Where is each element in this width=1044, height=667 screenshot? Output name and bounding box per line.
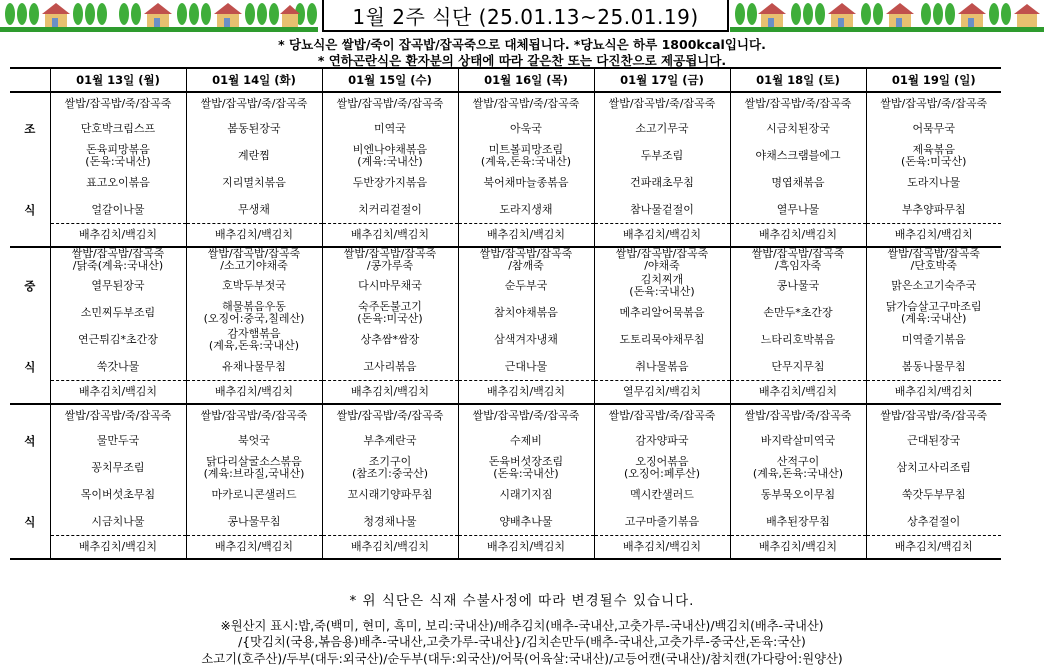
menu-cell: 쌀밥/잡곡밥/죽/잡곡죽 bbox=[730, 404, 866, 427]
dinner-row bbox=[10, 536, 1001, 560]
dish-name: 쌀밥/잡곡밥/잡곡죽 bbox=[751, 247, 845, 260]
menu-cell: 꼬시래기양파무침 bbox=[322, 481, 458, 508]
menu-cell: 배추김치/백김치 bbox=[730, 536, 866, 560]
dish-origin: (계육:국내산) bbox=[901, 311, 967, 325]
dish-origin: (계육:국내산) bbox=[357, 154, 423, 168]
menu-cell: 근대나물 bbox=[458, 353, 594, 381]
menu-cell: 목이버섯초무침 bbox=[50, 481, 186, 508]
page-title: 1월 2주 식단 (25.01.13~25.01.19) bbox=[322, 0, 729, 32]
menu-cell: 배추김치/백김치 bbox=[322, 224, 458, 248]
menu-cell: 콩나물국 bbox=[730, 272, 866, 299]
weekly-menu-table bbox=[10, 67, 1001, 560]
dish-origin: /흑임자죽 bbox=[774, 259, 822, 272]
menu-cell: 야채스크램블에그 bbox=[730, 142, 866, 169]
header-banner bbox=[0, 0, 1044, 34]
dish-name: 쌀밥/잡곡밥/잡곡죽 bbox=[71, 247, 165, 260]
menu-cell: 배추김치/백김치 bbox=[458, 381, 594, 405]
dinner-row bbox=[10, 481, 1001, 508]
menu-cell: 물만두국 bbox=[50, 427, 186, 454]
menu-cell: 배추김치/백김치 bbox=[50, 381, 186, 405]
meal-label-spacer bbox=[10, 247, 50, 272]
dish-name: 산적구이 bbox=[776, 454, 820, 468]
menu-cell: 시금치나물 bbox=[50, 508, 186, 536]
dish-origin: (돈육:국내산) bbox=[493, 466, 559, 480]
menu-cell: 배추김치/백김치 bbox=[186, 381, 322, 405]
menu-cell: 상추겉절이 bbox=[866, 508, 1001, 536]
menu-cell: 부추계란국 bbox=[322, 427, 458, 454]
menu-cell bbox=[730, 454, 866, 481]
menu-cell: 청경채나물 bbox=[322, 508, 458, 536]
breakfast-row bbox=[10, 224, 1001, 248]
menu-cell: 배추김치/백김치 bbox=[866, 381, 1001, 405]
dish-name: 돈육피망볶음 bbox=[86, 142, 150, 156]
menu-cell: 배추김치/백김치 bbox=[186, 536, 322, 560]
dish-name: 닭가슴살고구마조림 bbox=[885, 299, 982, 313]
village-left-svg bbox=[0, 0, 318, 32]
village-right-svg bbox=[730, 0, 1044, 32]
dish-origin: (계육,돈육:국내산) bbox=[752, 466, 844, 480]
menu-cell: 배추김치/백김치 bbox=[186, 224, 322, 248]
menu-cell bbox=[186, 299, 322, 326]
menu-cell: 배추김치/백김치 bbox=[50, 536, 186, 560]
meal-label-bottom: 식 bbox=[24, 359, 36, 374]
menu-cell bbox=[594, 272, 730, 299]
menu-cell: 손만두*초간장 bbox=[730, 299, 866, 326]
menu-cell: 지리멸치볶음 bbox=[186, 169, 322, 196]
breakfast-row bbox=[10, 142, 1001, 169]
menu-cell: 쌀밥/잡곡밥/죽/잡곡죽 bbox=[186, 92, 322, 115]
lunch-row bbox=[10, 381, 1001, 405]
dish-name: 쌀밥/잡곡밥/잡곡죽 bbox=[615, 247, 709, 260]
menu-cell: 열무나물 bbox=[730, 196, 866, 224]
menu-cell: 단무지무침 bbox=[730, 353, 866, 381]
meal-label-spacer bbox=[10, 142, 50, 169]
dish-origin: (돈육:미국산) bbox=[357, 311, 423, 325]
meal-label-spacer bbox=[10, 454, 50, 481]
menu-cell: 감자양파국 bbox=[594, 427, 730, 454]
menu-cell: 참치야채볶음 bbox=[458, 299, 594, 326]
menu-cell: 연근튀김*초간장 bbox=[50, 326, 186, 353]
day-header: 01월 15일 (수) bbox=[322, 68, 458, 92]
menu-cell: 콩나물무침 bbox=[186, 508, 322, 536]
menu-cell: 배추김치/백김치 bbox=[50, 224, 186, 248]
menu-cell: 두부조림 bbox=[594, 142, 730, 169]
dinner-row bbox=[10, 427, 1001, 454]
menu-cell: 단호박크림스프 bbox=[50, 115, 186, 142]
meal-label-bottom: 식 bbox=[24, 202, 36, 217]
menu-cell bbox=[50, 247, 186, 272]
meal-label-top: 석 bbox=[24, 433, 36, 448]
menu-cell: 건파래초무침 bbox=[594, 169, 730, 196]
menu-cell bbox=[186, 326, 322, 353]
menu-cell: 삼색겨자냉채 bbox=[458, 326, 594, 353]
menu-cell: 배추김치/백김치 bbox=[458, 536, 594, 560]
menu-cell: 쌀밥/잡곡밥/죽/잡곡죽 bbox=[594, 404, 730, 427]
menu-cell: 명엽채볶음 bbox=[730, 169, 866, 196]
breakfast-row bbox=[10, 115, 1001, 142]
menu-cell bbox=[594, 454, 730, 481]
dish-origin: /단호박죽 bbox=[910, 259, 957, 272]
menu-cell: 봄동된장국 bbox=[186, 115, 322, 142]
menu-cell: 근대된장국 bbox=[866, 427, 1001, 454]
menu-cell: 미역국 bbox=[322, 115, 458, 142]
dish-origin: (참조기:중국산) bbox=[351, 466, 429, 480]
menu-cell: 쌀밥/잡곡밥/죽/잡곡죽 bbox=[186, 404, 322, 427]
meal-label-top: 조 bbox=[24, 121, 36, 136]
menu-cell: 아욱국 bbox=[458, 115, 594, 142]
menu-cell: 시금치된장국 bbox=[730, 115, 866, 142]
lunch-row bbox=[10, 326, 1001, 353]
menu-cell: 시래기지짐 bbox=[458, 481, 594, 508]
menu-cell: 배추김치/백김치 bbox=[322, 381, 458, 405]
breakfast-row bbox=[10, 92, 1001, 115]
menu-cell: 쌀밥/잡곡밥/죽/잡곡죽 bbox=[458, 404, 594, 427]
menu-cell: 쌀밥/잡곡밥/죽/잡곡죽 bbox=[594, 92, 730, 115]
menu-cell: 배추김치/백김치 bbox=[866, 536, 1001, 560]
menu-cell bbox=[322, 299, 458, 326]
menu-cell: 쌀밥/잡곡밥/죽/잡곡죽 bbox=[50, 92, 186, 115]
menu-cell: 맑은소고기숙주국 bbox=[866, 272, 1001, 299]
dish-origin: (계육,돈육:국내산) bbox=[208, 338, 300, 352]
dish-origin: /야채죽 bbox=[644, 259, 680, 272]
menu-cell: 쌀밥/잡곡밥/죽/잡곡죽 bbox=[730, 92, 866, 115]
meal-label-spacer bbox=[10, 381, 50, 405]
dish-name: 닭다리살굴소스볶음 bbox=[206, 454, 302, 468]
menu-cell: 표고오이볶음 bbox=[50, 169, 186, 196]
menu-cell: 삼치고사리조림 bbox=[866, 454, 1001, 481]
breakfast-row bbox=[10, 169, 1001, 196]
dish-origin: (오징어:페루산) bbox=[623, 466, 701, 480]
menu-cell: 북엇국 bbox=[186, 427, 322, 454]
meal-label-spacer bbox=[10, 169, 50, 196]
dinner-row bbox=[10, 404, 1001, 427]
dinner-row bbox=[10, 454, 1001, 481]
day-header-row bbox=[10, 68, 1001, 92]
dinner-row bbox=[10, 508, 1001, 536]
day-header: 01월 19일 (일) bbox=[866, 68, 1001, 92]
menu-cell: 메추리알어묵볶음 bbox=[594, 299, 730, 326]
menu-cell: 호박두부젓국 bbox=[186, 272, 322, 299]
menu-cell: 도토리묵야채무침 bbox=[594, 326, 730, 353]
menu-cell bbox=[186, 247, 322, 272]
header-corner bbox=[10, 68, 50, 92]
menu-cell: 쑥갓두부무침 bbox=[866, 481, 1001, 508]
meal-label-top: 중 bbox=[24, 278, 36, 293]
dysphagia-notice: * 연하곤란식은 환자분의 상태에 따라 갈은찬 또는 다진찬으로 제공됩니다. bbox=[317, 53, 727, 68]
menu-cell: 배추된장무침 bbox=[730, 508, 866, 536]
menu-cell: 유채나물무침 bbox=[186, 353, 322, 381]
menu-cell: 배추김치/백김치 bbox=[594, 536, 730, 560]
dish-name: 쌀밥/잡곡밥/잡곡죽 bbox=[479, 247, 573, 260]
dish-name: 오징어볶음 bbox=[635, 454, 689, 468]
meal-label-spacer bbox=[10, 481, 50, 508]
lunch-row bbox=[10, 272, 1001, 299]
breakfast-row bbox=[10, 196, 1001, 224]
menu-cell bbox=[730, 247, 866, 272]
day-header: 01월 18일 (토) bbox=[730, 68, 866, 92]
menu-cell: 열무된장국 bbox=[50, 272, 186, 299]
menu-cell bbox=[458, 247, 594, 272]
menu-cell: 바지락살미역국 bbox=[730, 427, 866, 454]
menu-cell: 도라지생채 bbox=[458, 196, 594, 224]
menu-cell: 상추쌈*쌈장 bbox=[322, 326, 458, 353]
menu-cell: 마카로니콘샐러드 bbox=[186, 481, 322, 508]
menu-cell bbox=[458, 454, 594, 481]
menu-cell: 배추김치/백김치 bbox=[594, 224, 730, 248]
menu-cell: 순두부국 bbox=[458, 272, 594, 299]
menu-cell: 다시마무채국 bbox=[322, 272, 458, 299]
menu-cell: 쑥갓나물 bbox=[50, 353, 186, 381]
menu-cell: 도라지나물 bbox=[866, 169, 1001, 196]
village-illustration-left bbox=[0, 0, 318, 32]
menu-cell: 취나물볶음 bbox=[594, 353, 730, 381]
menu-cell: 배추김치/백김치 bbox=[866, 224, 1001, 248]
menu-cell bbox=[322, 247, 458, 272]
dish-name: 쌀밥/잡곡밥/잡곡죽 bbox=[343, 247, 437, 260]
menu-cell: 느타리호박볶음 bbox=[730, 326, 866, 353]
menu-cell: 쌀밥/잡곡밥/죽/잡곡죽 bbox=[322, 92, 458, 115]
day-header: 01월 13일 (월) bbox=[50, 68, 186, 92]
origin-line-2: /{맛김치(국용,볶음용)배추-국내산,고춧가루-국내산}/김치손만두(배추-국내산,고춧가루-중국산,돈육:국산) bbox=[238, 635, 806, 649]
menu-cell: 멕시칸샐러드 bbox=[594, 481, 730, 508]
meal-label-spacer bbox=[10, 326, 50, 353]
menu-cell bbox=[866, 142, 1001, 169]
menu-cell: 열무김치/백김치 bbox=[594, 381, 730, 405]
menu-cell: 두반장가지볶음 bbox=[322, 169, 458, 196]
menu-cell bbox=[186, 454, 322, 481]
day-header: 01월 16일 (목) bbox=[458, 68, 594, 92]
day-header: 01월 17일 (금) bbox=[594, 68, 730, 92]
menu-cell: 고사리볶음 bbox=[322, 353, 458, 381]
dish-origin: (계육:브라질,국내산) bbox=[203, 466, 305, 480]
menu-cell: 쌀밥/잡곡밥/죽/잡곡죽 bbox=[458, 92, 594, 115]
dish-origin: (돈육:국내산) bbox=[85, 154, 151, 168]
dish-origin: /참깨죽 bbox=[508, 259, 544, 272]
origin-line-1: ※원산지 표시:밥,죽(백미, 현미, 흑미, 보리:국내산)/배추김치(배추-국내산,고춧가루-국내산)/백김치(배추-국내산) bbox=[220, 619, 824, 633]
diabetic-notice: * 당뇨식은 쌀밥/죽이 잡곡밥/잡곡죽으로 대체됩니다. *당뇨식은 하루 1800kcal입니다. bbox=[278, 37, 766, 52]
change-notice: * 위 식단은 식재 수불사정에 따라 변경될수 있습니다. bbox=[349, 593, 695, 609]
menu-cell bbox=[322, 454, 458, 481]
menu-cell: 무생채 bbox=[186, 196, 322, 224]
menu-cell: 고구마줄기볶음 bbox=[594, 508, 730, 536]
menu-cell: 부추양파무침 bbox=[866, 196, 1001, 224]
dish-name: 조기구이 bbox=[368, 454, 412, 468]
dish-origin: (계육,돈육:국내산) bbox=[480, 154, 572, 168]
menu-cell bbox=[50, 142, 186, 169]
menu-cell: 꽁치무조림 bbox=[50, 454, 186, 481]
menu-cell bbox=[866, 247, 1001, 272]
dish-name: 쌀밥/잡곡밥/잡곡죽 bbox=[887, 247, 980, 260]
menu-cell: 쌀밥/잡곡밥/죽/잡곡죽 bbox=[322, 404, 458, 427]
meal-label-bottom: 식 bbox=[24, 514, 36, 529]
menu-cell: 소민찌두부조림 bbox=[50, 299, 186, 326]
menu-body bbox=[10, 92, 1001, 559]
menu-cell bbox=[458, 142, 594, 169]
dish-origin: /콩가루죽 bbox=[366, 259, 414, 272]
menu-cell bbox=[322, 142, 458, 169]
menu-cell: 북어채마늘종볶음 bbox=[458, 169, 594, 196]
menu-cell: 소고기무국 bbox=[594, 115, 730, 142]
meal-label-spacer bbox=[10, 224, 50, 248]
menu-cell: 수제비 bbox=[458, 427, 594, 454]
menu-cell: 봄동나물무침 bbox=[866, 353, 1001, 381]
day-header: 01월 14일 (화) bbox=[186, 68, 322, 92]
meal-label-spacer bbox=[10, 92, 50, 115]
menu-cell: 계란찜 bbox=[186, 142, 322, 169]
menu-cell: 동부묵오이무침 bbox=[730, 481, 866, 508]
menu-cell: 치커리겉절이 bbox=[322, 196, 458, 224]
dish-origin: (돈육:미국산) bbox=[901, 154, 967, 168]
menu-cell bbox=[594, 247, 730, 272]
menu-cell: 쌀밥/잡곡밥/죽/잡곡죽 bbox=[50, 404, 186, 427]
dish-name: 비엔나야채볶음 bbox=[352, 142, 428, 156]
dish-origin: (오징어:중국,칠레산) bbox=[203, 311, 305, 325]
dish-origin: /소고기야채죽 bbox=[220, 259, 288, 272]
menu-cell: 배추김치/백김치 bbox=[322, 536, 458, 560]
menu-cell: 어묵무국 bbox=[866, 115, 1001, 142]
dish-origin: (돈육:국내산) bbox=[629, 284, 695, 298]
meal-label-spacer bbox=[10, 404, 50, 427]
menu-cell: 참나물겉절이 bbox=[594, 196, 730, 224]
lunch-row bbox=[10, 353, 1001, 381]
menu-cell: 배추김치/백김치 bbox=[730, 224, 866, 248]
dish-name: 감자햄볶음 bbox=[227, 326, 281, 340]
dish-name: 숙주돈불고기 bbox=[358, 299, 422, 313]
menu-cell: 미역줄기볶음 bbox=[866, 326, 1001, 353]
menu-cell bbox=[866, 299, 1001, 326]
village-illustration-right bbox=[730, 0, 1044, 32]
dish-name: 김치찌개 bbox=[640, 272, 684, 286]
origin-line-3: 소고기(호주산)/두부(대두:외국산)/순두부(대두:외국산)/어묵(어육살:국내산)/고등어캔(국내산)/참치캔(가다랑어:원양산) bbox=[201, 652, 843, 666]
menu-cell: 배추김치/백김치 bbox=[730, 381, 866, 405]
dish-origin: /닭죽(계육:국내산) bbox=[72, 259, 164, 272]
dish-name: 해물볶음우동 bbox=[222, 299, 286, 313]
meal-label-spacer bbox=[10, 299, 50, 326]
dish-name: 돈육버섯장조림 bbox=[488, 454, 564, 468]
menu-cell: 양배추나물 bbox=[458, 508, 594, 536]
lunch-row bbox=[10, 247, 1001, 272]
dish-name: 제육볶음 bbox=[912, 142, 955, 156]
menu-cell: 얼갈이나물 bbox=[50, 196, 186, 224]
meal-label-spacer bbox=[10, 536, 50, 560]
lunch-row bbox=[10, 299, 1001, 326]
dish-name: 쌀밥/잡곡밥/잡곡죽 bbox=[207, 247, 301, 260]
menu-cell: 배추김치/백김치 bbox=[458, 224, 594, 248]
menu-cell: 쌀밥/잡곡밥/죽/잡곡죽 bbox=[866, 404, 1001, 427]
dish-name: 미트볼피망조림 bbox=[488, 142, 564, 156]
menu-cell: 쌀밥/잡곡밥/죽/잡곡죽 bbox=[866, 92, 1001, 115]
